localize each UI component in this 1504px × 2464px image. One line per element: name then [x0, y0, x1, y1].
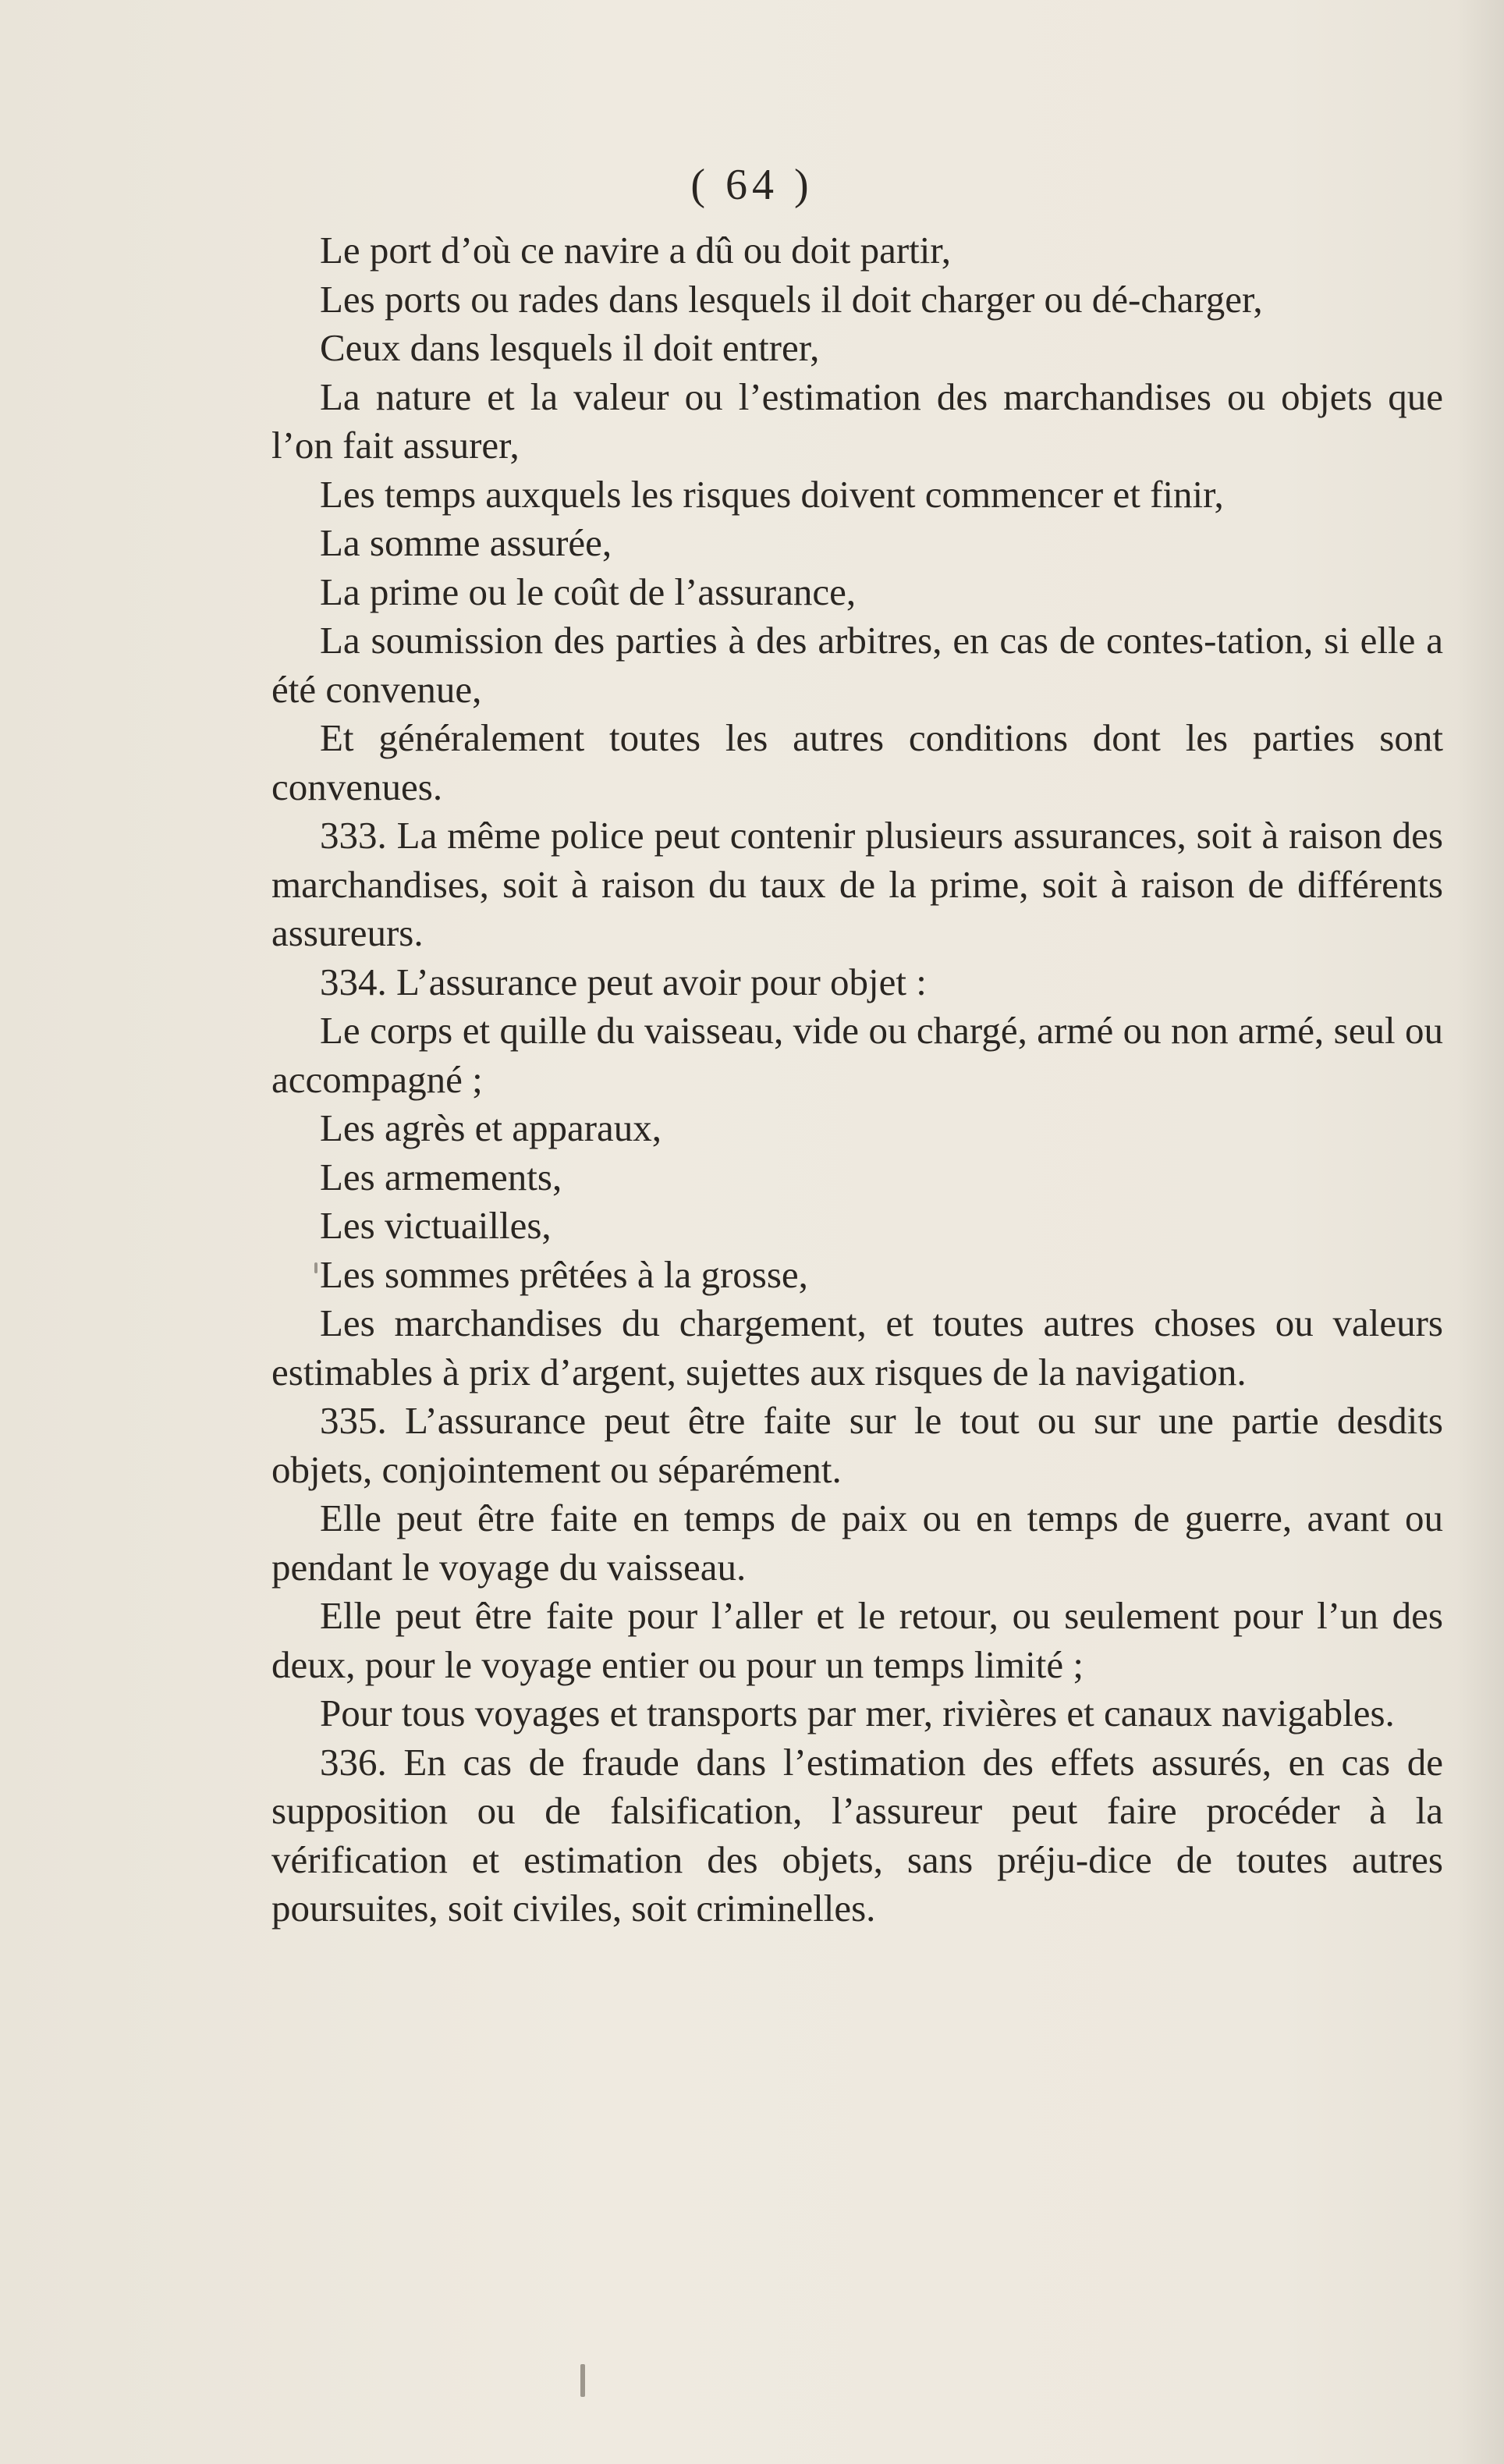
- paragraph: Les ports ou rades dans lesquels il doit charger ou dé-charger,: [320, 277, 1263, 321]
- paragraph: Les victuailles,: [320, 1204, 552, 1247]
- paragraph: La nature et la valeur ou l’estimation des marchandises ou objets que l’on fait assurer,: [271, 375, 1443, 467]
- article-333: 333. La même police peut contenir plusieurs assurances, soit à raison des marchandises, soit à raison du taux de la prime, soit à raison de différents assureurs.: [271, 814, 1443, 954]
- ink-mark: [314, 1262, 317, 1273]
- paragraph: Les marchandises du chargement, et toutes autres choses ou valeurs estimables à prix d’argent, sujettes aux risques de la navigation.: [271, 1301, 1443, 1394]
- article-335: 335. L’assurance peut être faite sur le tout ou sur une partie desdits objets, conjointement ou séparément.: [271, 1399, 1443, 1491]
- page-number: ( 64 ): [690, 161, 814, 209]
- paragraph: Les agrès et apparaux,: [320, 1106, 662, 1149]
- body-text: [271, 226, 1443, 1933]
- paragraph: Le port d’où ce navire a dû ou doit partir,: [320, 229, 951, 272]
- page-edge-shadow: [1457, 0, 1504, 2464]
- paragraph: Et généralement toutes les autres conditions dont les parties sont convenues.: [271, 716, 1443, 808]
- article-336: 336. En cas de fraude dans l’estimation des effets assurés, en cas de supposition ou de falsification, l’assureur peut faire procéder à la vérification et estimation des objets, sans préju-dice de toutes autres poursuites, soit civiles, soit criminelles.: [271, 1740, 1443, 1930]
- ink-mark: [580, 2364, 585, 2397]
- paragraph: La soumission des parties à des arbitres, en cas de contes-tation, si elle a été convenue,: [271, 619, 1443, 711]
- article-334: 334. L’assurance peut avoir pour objet :: [320, 960, 927, 1003]
- paragraph: Le corps et quille du vaisseau, vide ou chargé, armé ou non armé, seul ou accompagné ;: [271, 1009, 1443, 1101]
- paragraph: Les armements,: [320, 1155, 562, 1198]
- paragraph: Elle peut être faite pour l’aller et le retour, ou seulement pour l’un des deux, pour le voyage entier ou pour un temps limité ;: [271, 1594, 1443, 1686]
- paragraph: La prime ou le coût de l’assurance,: [320, 570, 857, 613]
- paragraph: Pour tous voyages et transports par mer, rivières et canaux navigables.: [320, 1692, 1395, 1734]
- paragraph: Ceux dans lesquels il doit entrer,: [320, 326, 820, 369]
- paragraph: Les temps auxquels les risques doivent commencer et finir,: [320, 472, 1224, 516]
- paragraph: Les sommes prêtées à la grosse,: [320, 1252, 808, 1296]
- paragraph: La somme assurée,: [320, 521, 612, 564]
- paragraph: Elle peut être faite en temps de paix ou en temps de guerre, avant ou pendant le voyage du vaisseau.: [271, 1497, 1443, 1589]
